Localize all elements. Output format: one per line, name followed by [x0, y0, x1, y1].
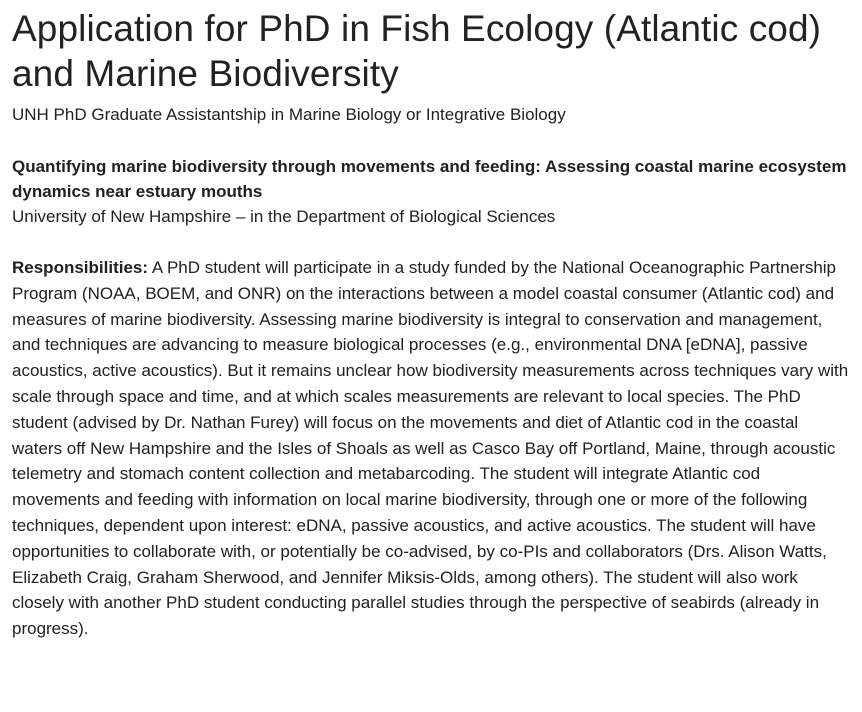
page-subtitle: UNH PhD Graduate Assistantship in Marine Biology or Integrative Biology [12, 105, 566, 124]
project-institution: University of New Hampshire – in the Department of Biological Sciences [12, 207, 556, 226]
responsibilities-paragraph [12, 255, 850, 642]
responsibilities-label: Responsibilities: [12, 258, 149, 277]
page-title: Application for PhD in Fish Ecology (Atlantic cod) and Marine Biodiversity [12, 8, 822, 94]
responsibilities-text: A PhD student will participate in a study funded by the National Oceanographic Partnership Program (NOAA, BOEM, and ONR) on the interactions between a model coastal consumer (Atlantic cod) and measures of marine biodiversity. Assessing marine biodiversity is integral to conservation and management, and techniques are advancing to measure biological processes (e.g., environmental DNA [eDNA], passive acoustics, active acoustics). But it remains unclear how biodiversity measurements across techniques vary with scale through space and time, and at which scales measurements are relevant to local species. The PhD student (advised by Dr. Nathan Furey) will focus on the movements and diet of Atlantic cod in the coastal waters off New Hampshire and the Isles of Shoals as well as Casco Bay off Portland, Maine, through acoustic telemetry and stomach content collection and metabarcoding. The student will integrate Atlantic cod movements and feeding with information on local marine biodiversity, through one or more of the following techniques, dependent upon interest: eDNA, passive acoustics, and active acoustics. The student will have opportunities to collaborate with, or potentially be co-advised, by co-PIs and collaborators (Drs. Alison Watts, Elizabeth Craig, Graham Sherwood, and Jennifer Miksis-Olds, among others). The student will also work closely with another PhD student conducting parallel studies through the perspective of seabirds (already in progress). [12, 258, 849, 639]
project-title: Quantifying marine biodiversity through movements and feeding: Assessing coastal marine ecosystem dynamics near estuary mouths [12, 157, 847, 201]
